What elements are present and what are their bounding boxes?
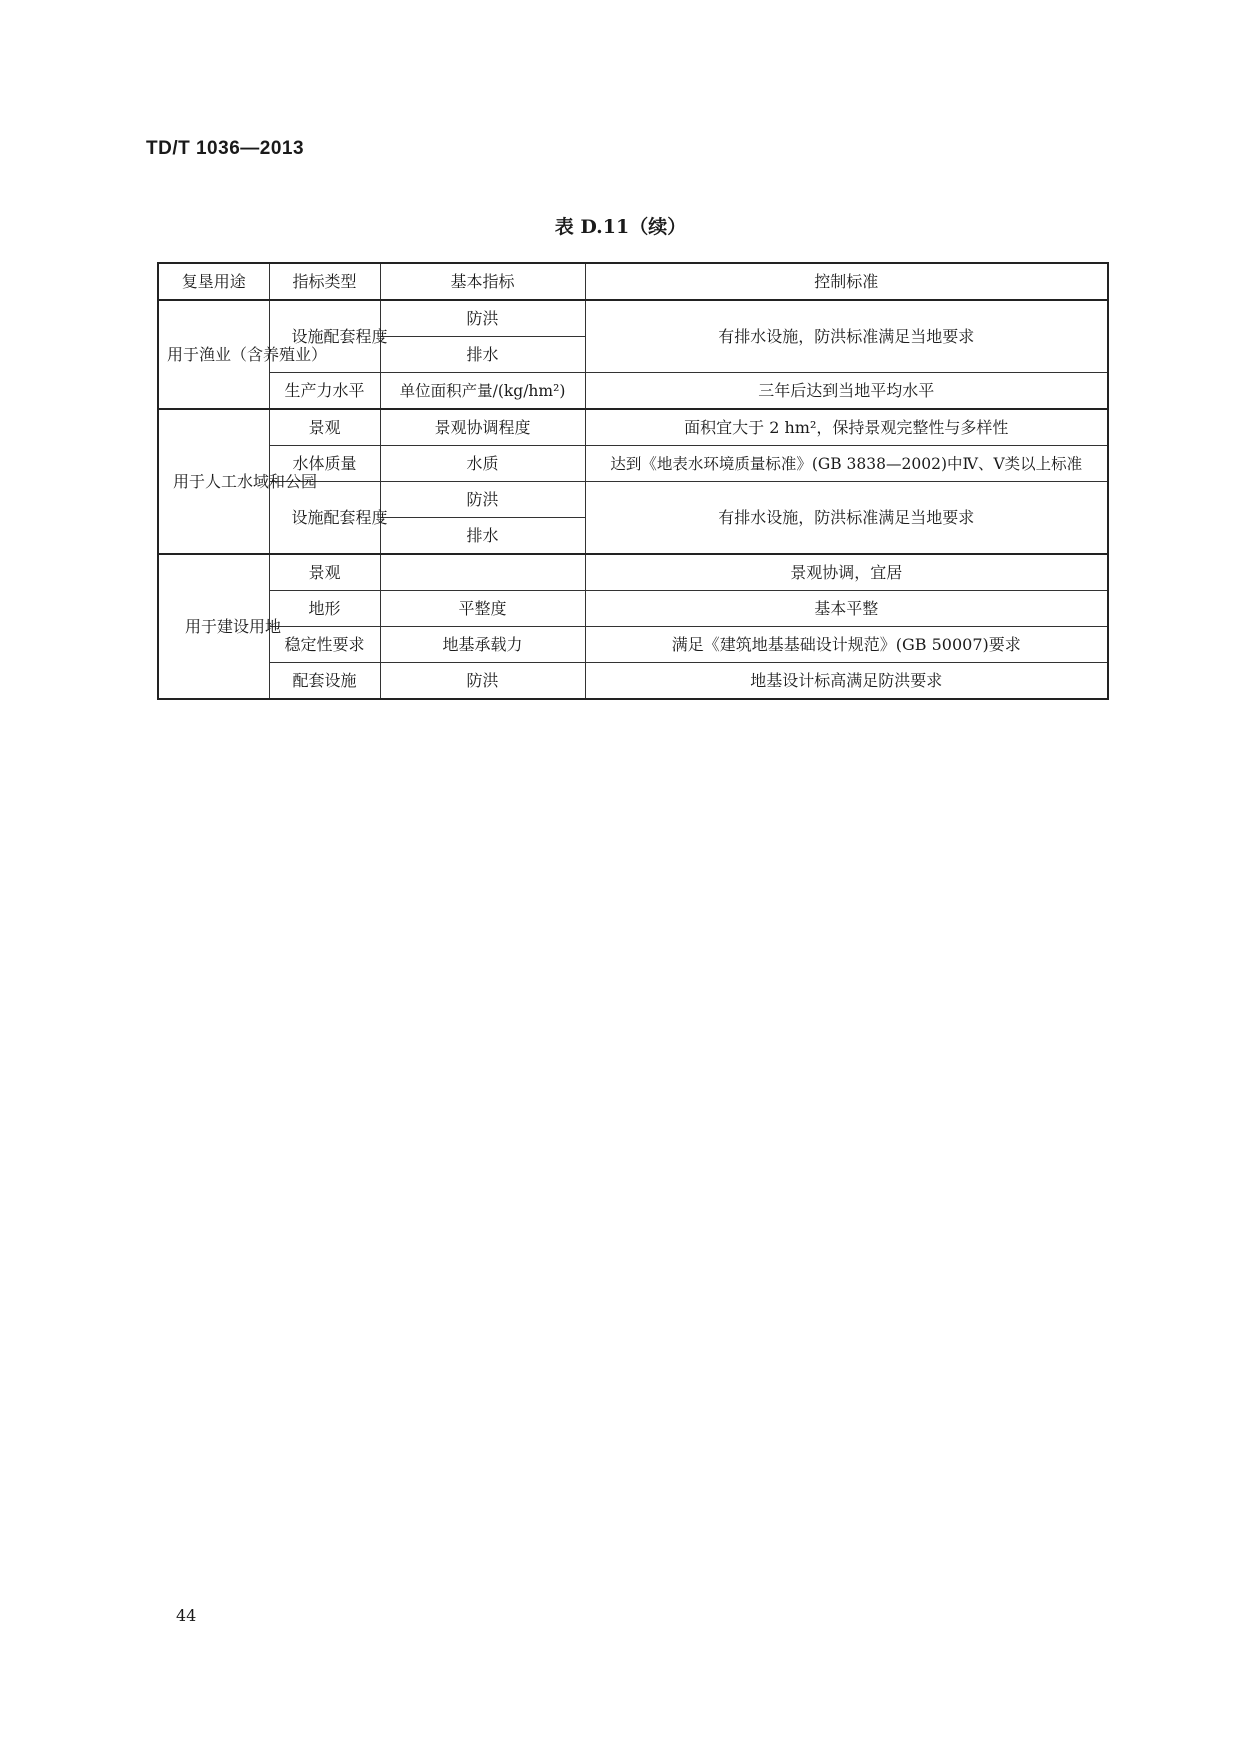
cell-standard: 三年后达到当地平均水平 — [585, 373, 1108, 410]
column-header-use: 复垦用途 — [158, 263, 269, 300]
table-row — [158, 663, 1108, 700]
table-row — [158, 554, 1108, 591]
column-header-type: 指标类型 — [269, 263, 380, 300]
cell-type: 水体质量 — [269, 446, 380, 482]
column-header-standard: 控制标准 — [585, 263, 1108, 300]
cell-indicator: 排水 — [380, 518, 585, 555]
table-row — [158, 446, 1108, 482]
table-row — [158, 373, 1108, 410]
cell-standard: 地基设计标高满足防洪要求 — [585, 663, 1108, 700]
cell-type: 设施配套程度 — [269, 482, 380, 555]
cell-indicator: 防洪 — [380, 663, 585, 700]
cell-type: 景观 — [269, 554, 380, 591]
cell-standard: 达到《地表水环境质量标准》(GB 3838—2002)中Ⅳ、Ⅴ类以上标准 — [585, 446, 1108, 482]
cell-standard: 景观协调，宜居 — [585, 554, 1108, 591]
table-header-row — [158, 263, 1108, 300]
cell-standard: 面积宜大于 2 hm²，保持景观完整性与多样性 — [585, 409, 1108, 446]
cell-indicator: 水质 — [380, 446, 585, 482]
cell-indicator — [380, 554, 585, 591]
cell-type: 稳定性要求 — [269, 627, 380, 663]
page-number: 44 — [176, 1606, 197, 1625]
cell-indicator: 景观协调程度 — [380, 409, 585, 446]
cell-indicator: 单位面积产量/(kg/hm²) — [380, 373, 585, 410]
cell-type: 生产力水平 — [269, 373, 380, 410]
control-standard-table — [157, 262, 1109, 700]
cell-use-fishery: 用于渔业（含养殖业） — [158, 300, 269, 409]
cell-indicator: 排水 — [380, 337, 585, 373]
cell-standard: 满足《建筑地基基础设计规范》(GB 50007)要求 — [585, 627, 1108, 663]
cell-type: 景观 — [269, 409, 380, 446]
cell-standard: 有排水设施，防洪标准满足当地要求 — [585, 300, 1108, 373]
column-header-indicator: 基本指标 — [380, 263, 585, 300]
table-row — [158, 627, 1108, 663]
cell-type: 配套设施 — [269, 663, 380, 700]
cell-use-construction: 用于建设用地 — [158, 554, 269, 699]
table-row — [158, 591, 1108, 627]
cell-standard: 有排水设施，防洪标准满足当地要求 — [585, 482, 1108, 555]
cell-indicator: 平整度 — [380, 591, 585, 627]
table-row — [158, 409, 1108, 446]
cell-indicator: 防洪 — [380, 482, 585, 518]
cell-standard: 基本平整 — [585, 591, 1108, 627]
cell-use-water-park: 用于人工水域和公园 — [158, 409, 269, 554]
cell-indicator: 地基承载力 — [380, 627, 585, 663]
cell-type: 地形 — [269, 591, 380, 627]
cell-type: 设施配套程度 — [269, 300, 380, 373]
table-row — [158, 300, 1108, 337]
table-title: 表 D.11（续） — [554, 216, 687, 238]
standard-code: TD/T 1036—2013 — [146, 138, 305, 159]
cell-indicator: 防洪 — [380, 300, 585, 337]
